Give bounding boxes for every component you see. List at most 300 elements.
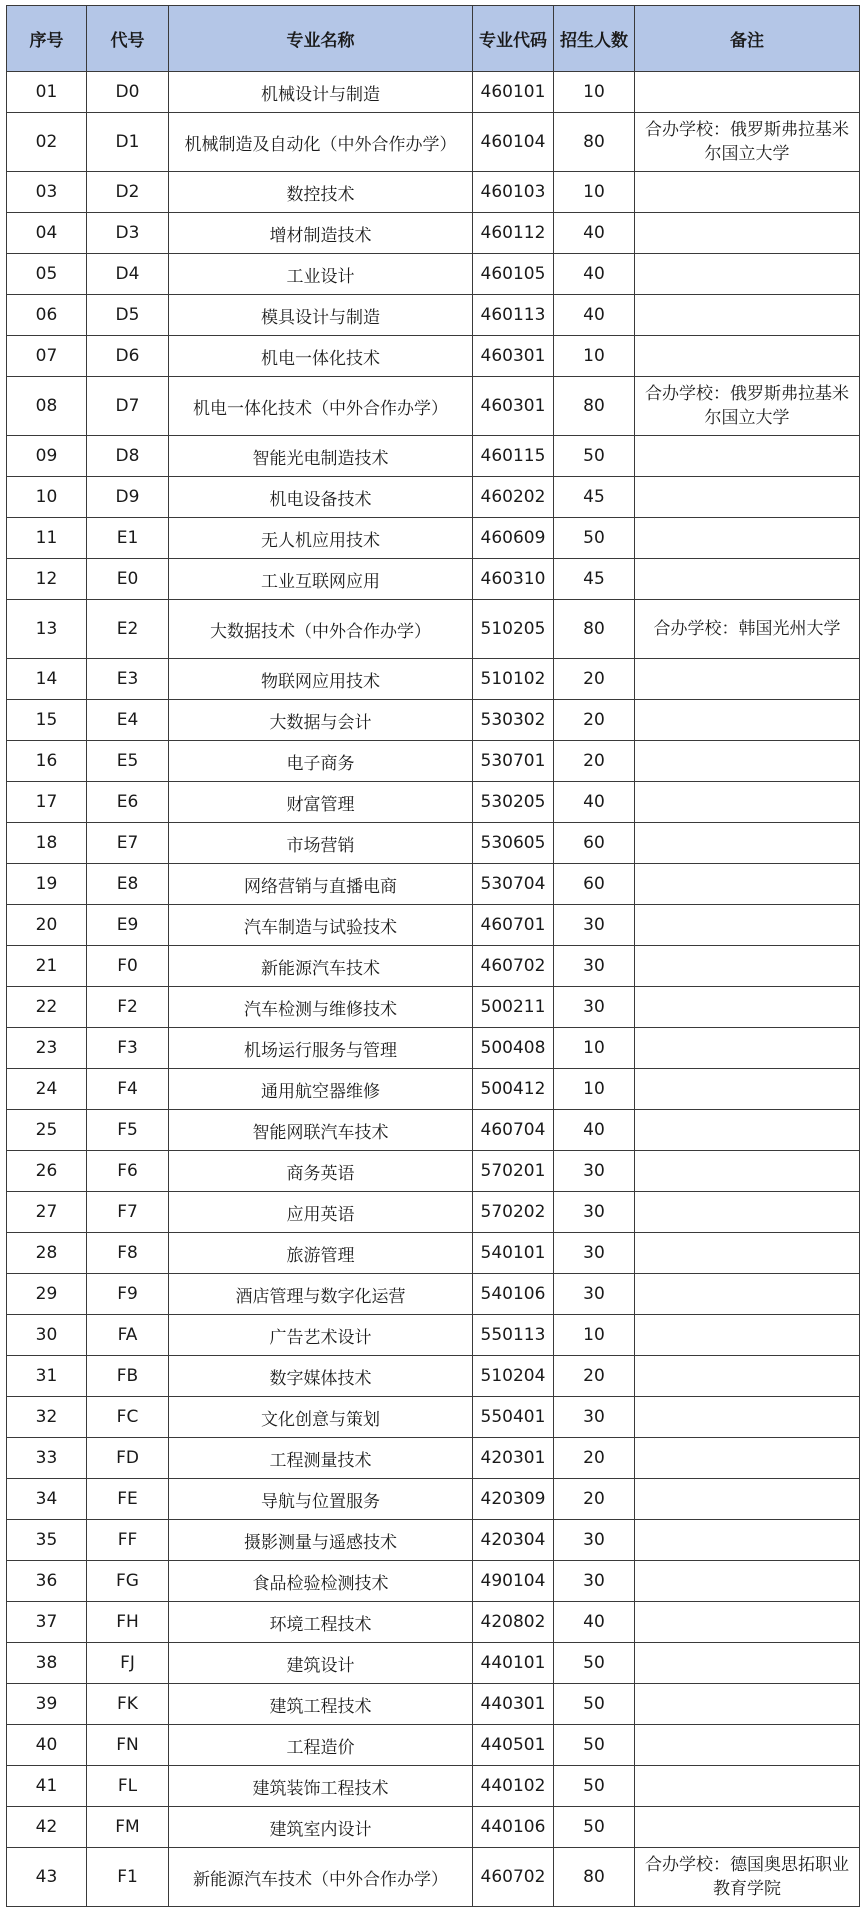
cell-major-name: 摄影测量与遥感技术	[169, 1520, 473, 1561]
cell-enrollment: 80	[554, 1848, 635, 1907]
table-row	[7, 1561, 860, 1602]
cell-major-code: 460103	[473, 172, 554, 213]
cell-enrollment: 60	[554, 864, 635, 905]
table-row	[7, 1233, 860, 1274]
table-row	[7, 600, 860, 659]
cell-serial: 26	[7, 1151, 87, 1192]
table-row	[7, 1479, 860, 1520]
cell-major-name: 工业设计	[169, 254, 473, 295]
cell-enrollment: 45	[554, 477, 635, 518]
cell-major-name: 酒店管理与数字化运营	[169, 1274, 473, 1315]
cell-major-name: 商务英语	[169, 1151, 473, 1192]
cell-major-code: 510205	[473, 600, 554, 659]
table-row	[7, 1725, 860, 1766]
table-body	[7, 72, 860, 1907]
cell-major-name: 智能光电制造技术	[169, 436, 473, 477]
cell-code: FD	[87, 1438, 169, 1479]
table-row	[7, 1028, 860, 1069]
cell-enrollment: 80	[554, 377, 635, 436]
cell-note	[635, 559, 860, 600]
cell-serial: 33	[7, 1438, 87, 1479]
cell-major-code: 460301	[473, 377, 554, 436]
enrollment-table-container	[6, 5, 859, 1907]
cell-major-name: 数字媒体技术	[169, 1356, 473, 1397]
header-serial: 序号	[7, 6, 87, 72]
table-row	[7, 823, 860, 864]
table-row	[7, 987, 860, 1028]
cell-major-code: 420304	[473, 1520, 554, 1561]
cell-major-name: 建筑设计	[169, 1643, 473, 1684]
cell-major-name: 机械设计与制造	[169, 72, 473, 113]
cell-major-name: 新能源汽车技术（中外合作办学）	[169, 1848, 473, 1907]
table-row	[7, 377, 860, 436]
cell-note	[635, 864, 860, 905]
cell-enrollment: 10	[554, 72, 635, 113]
cell-serial: 10	[7, 477, 87, 518]
table-row	[7, 1192, 860, 1233]
cell-enrollment: 80	[554, 113, 635, 172]
cell-code: D3	[87, 213, 169, 254]
cell-note	[635, 1151, 860, 1192]
cell-enrollment: 30	[554, 1520, 635, 1561]
cell-code: E2	[87, 600, 169, 659]
cell-major-name: 数控技术	[169, 172, 473, 213]
cell-serial: 35	[7, 1520, 87, 1561]
cell-major-name: 汽车检测与维修技术	[169, 987, 473, 1028]
cell-major-code: 460301	[473, 336, 554, 377]
cell-enrollment: 50	[554, 436, 635, 477]
cell-major-name: 智能网联汽车技术	[169, 1110, 473, 1151]
cell-serial: 21	[7, 946, 87, 987]
cell-enrollment: 40	[554, 1602, 635, 1643]
cell-code: E4	[87, 700, 169, 741]
cell-note	[635, 1356, 860, 1397]
table-row	[7, 1643, 860, 1684]
cell-code: D6	[87, 336, 169, 377]
cell-enrollment: 50	[554, 518, 635, 559]
cell-major-code: 510204	[473, 1356, 554, 1397]
cell-note	[635, 477, 860, 518]
cell-serial: 06	[7, 295, 87, 336]
cell-note	[635, 782, 860, 823]
cell-enrollment: 50	[554, 1807, 635, 1848]
table-row	[7, 559, 860, 600]
cell-enrollment: 20	[554, 1356, 635, 1397]
cell-serial: 13	[7, 600, 87, 659]
cell-major-name: 机电一体化技术（中外合作办学）	[169, 377, 473, 436]
cell-serial: 14	[7, 659, 87, 700]
cell-note	[635, 1192, 860, 1233]
table-row	[7, 782, 860, 823]
cell-note	[635, 741, 860, 782]
cell-enrollment: 30	[554, 946, 635, 987]
cell-major-code: 440501	[473, 1725, 554, 1766]
cell-enrollment: 50	[554, 1643, 635, 1684]
cell-serial: 38	[7, 1643, 87, 1684]
cell-code: F3	[87, 1028, 169, 1069]
cell-serial: 01	[7, 72, 87, 113]
cell-note	[635, 1684, 860, 1725]
table-row	[7, 864, 860, 905]
cell-enrollment: 50	[554, 1725, 635, 1766]
table-row	[7, 1274, 860, 1315]
cell-note	[635, 1807, 860, 1848]
cell-serial: 17	[7, 782, 87, 823]
cell-code: FN	[87, 1725, 169, 1766]
cell-enrollment: 40	[554, 213, 635, 254]
table-row	[7, 1807, 860, 1848]
cell-major-name: 建筑室内设计	[169, 1807, 473, 1848]
cell-note: 合办学校：韩国光州大学	[635, 600, 860, 659]
cell-code: FF	[87, 1520, 169, 1561]
cell-serial: 20	[7, 905, 87, 946]
cell-note	[635, 436, 860, 477]
cell-serial: 03	[7, 172, 87, 213]
header-major-name: 专业名称	[169, 6, 473, 72]
cell-major-code: 440101	[473, 1643, 554, 1684]
cell-major-name: 机械制造及自动化（中外合作办学）	[169, 113, 473, 172]
header-note: 备注	[635, 6, 860, 72]
cell-note	[635, 336, 860, 377]
cell-note	[635, 1766, 860, 1807]
cell-major-code: 460113	[473, 295, 554, 336]
cell-note	[635, 1069, 860, 1110]
cell-serial: 19	[7, 864, 87, 905]
cell-serial: 29	[7, 1274, 87, 1315]
cell-code: F1	[87, 1848, 169, 1907]
cell-major-code: 500412	[473, 1069, 554, 1110]
cell-major-name: 网络营销与直播电商	[169, 864, 473, 905]
cell-major-name: 增材制造技术	[169, 213, 473, 254]
cell-code: FC	[87, 1397, 169, 1438]
cell-major-code: 510102	[473, 659, 554, 700]
cell-code: E9	[87, 905, 169, 946]
cell-major-code: 460104	[473, 113, 554, 172]
cell-major-name: 建筑装饰工程技术	[169, 1766, 473, 1807]
cell-note	[635, 72, 860, 113]
cell-enrollment: 10	[554, 336, 635, 377]
cell-code: D1	[87, 113, 169, 172]
cell-serial: 28	[7, 1233, 87, 1274]
cell-enrollment: 20	[554, 659, 635, 700]
cell-major-name: 财富管理	[169, 782, 473, 823]
table-row	[7, 946, 860, 987]
table-row	[7, 1438, 860, 1479]
table-row	[7, 254, 860, 295]
cell-enrollment: 20	[554, 1438, 635, 1479]
cell-note: 合办学校：俄罗斯弗拉基米尔国立大学	[635, 377, 860, 436]
table-row	[7, 72, 860, 113]
table-row	[7, 436, 860, 477]
cell-major-name: 食品检验检测技术	[169, 1561, 473, 1602]
cell-note	[635, 659, 860, 700]
cell-note	[635, 254, 860, 295]
cell-enrollment: 30	[554, 1274, 635, 1315]
cell-serial: 23	[7, 1028, 87, 1069]
cell-serial: 43	[7, 1848, 87, 1907]
table-row	[7, 1848, 860, 1907]
cell-code: FL	[87, 1766, 169, 1807]
cell-code: D8	[87, 436, 169, 477]
cell-serial: 27	[7, 1192, 87, 1233]
cell-serial: 22	[7, 987, 87, 1028]
cell-major-code: 460702	[473, 1848, 554, 1907]
cell-enrollment: 60	[554, 823, 635, 864]
table-row	[7, 1397, 860, 1438]
cell-code: FM	[87, 1807, 169, 1848]
cell-major-name: 广告艺术设计	[169, 1315, 473, 1356]
cell-enrollment: 10	[554, 1028, 635, 1069]
cell-serial: 12	[7, 559, 87, 600]
cell-major-code: 540106	[473, 1274, 554, 1315]
cell-note	[635, 700, 860, 741]
cell-note	[635, 1274, 860, 1315]
cell-note	[635, 1561, 860, 1602]
cell-note	[635, 1602, 860, 1643]
cell-serial: 41	[7, 1766, 87, 1807]
cell-major-name: 应用英语	[169, 1192, 473, 1233]
header-major-code: 专业代码	[473, 6, 554, 72]
cell-note	[635, 946, 860, 987]
table-row	[7, 741, 860, 782]
table-row	[7, 1069, 860, 1110]
cell-enrollment: 40	[554, 782, 635, 823]
cell-major-code: 530605	[473, 823, 554, 864]
cell-major-code: 540101	[473, 1233, 554, 1274]
cell-major-name: 模具设计与制造	[169, 295, 473, 336]
cell-code: F5	[87, 1110, 169, 1151]
cell-major-code: 460310	[473, 559, 554, 600]
cell-enrollment: 30	[554, 1192, 635, 1233]
cell-code: E8	[87, 864, 169, 905]
cell-note: 合办学校：俄罗斯弗拉基米尔国立大学	[635, 113, 860, 172]
cell-major-code: 460112	[473, 213, 554, 254]
cell-note	[635, 1520, 860, 1561]
table-row	[7, 1766, 860, 1807]
cell-enrollment: 50	[554, 1766, 635, 1807]
table-row	[7, 1520, 860, 1561]
cell-major-name: 大数据与会计	[169, 700, 473, 741]
cell-major-code: 440106	[473, 1807, 554, 1848]
cell-serial: 04	[7, 213, 87, 254]
cell-note	[635, 1725, 860, 1766]
cell-major-name: 工程测量技术	[169, 1438, 473, 1479]
cell-enrollment: 30	[554, 1233, 635, 1274]
cell-major-code: 460115	[473, 436, 554, 477]
cell-note	[635, 1028, 860, 1069]
cell-serial: 15	[7, 700, 87, 741]
cell-major-code: 460202	[473, 477, 554, 518]
cell-code: FK	[87, 1684, 169, 1725]
cell-major-name: 环境工程技术	[169, 1602, 473, 1643]
cell-serial: 31	[7, 1356, 87, 1397]
cell-code: FE	[87, 1479, 169, 1520]
cell-major-name: 无人机应用技术	[169, 518, 473, 559]
cell-enrollment: 80	[554, 600, 635, 659]
cell-code: F9	[87, 1274, 169, 1315]
cell-enrollment: 45	[554, 559, 635, 600]
cell-note	[635, 1397, 860, 1438]
cell-enrollment: 10	[554, 1315, 635, 1356]
cell-major-name: 电子商务	[169, 741, 473, 782]
cell-code: D7	[87, 377, 169, 436]
cell-code: F6	[87, 1151, 169, 1192]
cell-code: FB	[87, 1356, 169, 1397]
table-row	[7, 1602, 860, 1643]
cell-major-name: 导航与位置服务	[169, 1479, 473, 1520]
table-row	[7, 477, 860, 518]
cell-code: FJ	[87, 1643, 169, 1684]
cell-major-code: 420309	[473, 1479, 554, 1520]
cell-major-code: 460609	[473, 518, 554, 559]
cell-serial: 18	[7, 823, 87, 864]
cell-serial: 39	[7, 1684, 87, 1725]
table-row	[7, 1110, 860, 1151]
cell-enrollment: 10	[554, 172, 635, 213]
header-enrollment: 招生人数	[554, 6, 635, 72]
cell-enrollment: 30	[554, 1151, 635, 1192]
table-row	[7, 1684, 860, 1725]
cell-major-name: 通用航空器维修	[169, 1069, 473, 1110]
cell-code: F2	[87, 987, 169, 1028]
cell-note	[635, 987, 860, 1028]
cell-code: D4	[87, 254, 169, 295]
cell-serial: 05	[7, 254, 87, 295]
cell-serial: 34	[7, 1479, 87, 1520]
cell-major-code: 440102	[473, 1766, 554, 1807]
cell-serial: 08	[7, 377, 87, 436]
cell-enrollment: 30	[554, 1561, 635, 1602]
table-row	[7, 336, 860, 377]
cell-note	[635, 518, 860, 559]
table-row	[7, 905, 860, 946]
header-row	[7, 6, 860, 72]
cell-note	[635, 213, 860, 254]
cell-major-code: 500211	[473, 987, 554, 1028]
cell-code: FG	[87, 1561, 169, 1602]
cell-major-code: 550113	[473, 1315, 554, 1356]
cell-serial: 09	[7, 436, 87, 477]
cell-major-name: 大数据技术（中外合作办学）	[169, 600, 473, 659]
cell-code: D9	[87, 477, 169, 518]
cell-major-name: 建筑工程技术	[169, 1684, 473, 1725]
cell-serial: 25	[7, 1110, 87, 1151]
cell-code: FA	[87, 1315, 169, 1356]
cell-major-code: 490104	[473, 1561, 554, 1602]
cell-serial: 36	[7, 1561, 87, 1602]
enrollment-table	[6, 5, 860, 1907]
cell-note	[635, 172, 860, 213]
cell-serial: 11	[7, 518, 87, 559]
table-row	[7, 518, 860, 559]
cell-enrollment: 30	[554, 1397, 635, 1438]
cell-note	[635, 905, 860, 946]
cell-major-code: 460704	[473, 1110, 554, 1151]
cell-major-code: 530205	[473, 782, 554, 823]
cell-enrollment: 40	[554, 295, 635, 336]
cell-code: D0	[87, 72, 169, 113]
cell-note	[635, 1643, 860, 1684]
cell-enrollment: 20	[554, 741, 635, 782]
cell-major-code: 530701	[473, 741, 554, 782]
cell-enrollment: 50	[554, 1684, 635, 1725]
table-row	[7, 113, 860, 172]
cell-major-code: 440301	[473, 1684, 554, 1725]
cell-major-name: 机电一体化技术	[169, 336, 473, 377]
cell-code: F7	[87, 1192, 169, 1233]
cell-major-code: 460105	[473, 254, 554, 295]
cell-note	[635, 1110, 860, 1151]
cell-note	[635, 1233, 860, 1274]
cell-code: F8	[87, 1233, 169, 1274]
cell-code: E7	[87, 823, 169, 864]
cell-major-code: 460101	[473, 72, 554, 113]
cell-major-code: 460701	[473, 905, 554, 946]
cell-serial: 07	[7, 336, 87, 377]
cell-serial: 32	[7, 1397, 87, 1438]
table-row	[7, 172, 860, 213]
table-row	[7, 1356, 860, 1397]
cell-major-code: 550401	[473, 1397, 554, 1438]
cell-note	[635, 1315, 860, 1356]
cell-serial: 40	[7, 1725, 87, 1766]
cell-major-code: 570201	[473, 1151, 554, 1192]
table-row	[7, 659, 860, 700]
table-row	[7, 213, 860, 254]
cell-major-name: 旅游管理	[169, 1233, 473, 1274]
table-row	[7, 295, 860, 336]
cell-note: 合办学校：德国奥思拓职业教育学院	[635, 1848, 860, 1907]
cell-note	[635, 1438, 860, 1479]
cell-major-name: 工程造价	[169, 1725, 473, 1766]
cell-major-code: 500408	[473, 1028, 554, 1069]
cell-serial: 42	[7, 1807, 87, 1848]
cell-code: E6	[87, 782, 169, 823]
cell-enrollment: 30	[554, 987, 635, 1028]
cell-code: E0	[87, 559, 169, 600]
cell-major-code: 530302	[473, 700, 554, 741]
cell-enrollment: 20	[554, 1479, 635, 1520]
cell-code: F4	[87, 1069, 169, 1110]
cell-serial: 02	[7, 113, 87, 172]
cell-serial: 30	[7, 1315, 87, 1356]
table-row	[7, 1315, 860, 1356]
cell-major-name: 市场营销	[169, 823, 473, 864]
cell-code: F0	[87, 946, 169, 987]
cell-major-name: 文化创意与策划	[169, 1397, 473, 1438]
cell-major-name: 汽车制造与试验技术	[169, 905, 473, 946]
cell-serial: 24	[7, 1069, 87, 1110]
cell-enrollment: 40	[554, 254, 635, 295]
cell-enrollment: 30	[554, 905, 635, 946]
cell-note	[635, 295, 860, 336]
cell-enrollment: 40	[554, 1110, 635, 1151]
cell-serial: 16	[7, 741, 87, 782]
header-code: 代号	[87, 6, 169, 72]
cell-major-code: 420802	[473, 1602, 554, 1643]
cell-note	[635, 1479, 860, 1520]
cell-major-name: 机场运行服务与管理	[169, 1028, 473, 1069]
cell-major-code: 530704	[473, 864, 554, 905]
cell-note	[635, 823, 860, 864]
cell-code: E5	[87, 741, 169, 782]
table-row	[7, 700, 860, 741]
cell-major-code: 420301	[473, 1438, 554, 1479]
cell-code: FH	[87, 1602, 169, 1643]
cell-major-name: 机电设备技术	[169, 477, 473, 518]
cell-code: D2	[87, 172, 169, 213]
cell-major-name: 新能源汽车技术	[169, 946, 473, 987]
